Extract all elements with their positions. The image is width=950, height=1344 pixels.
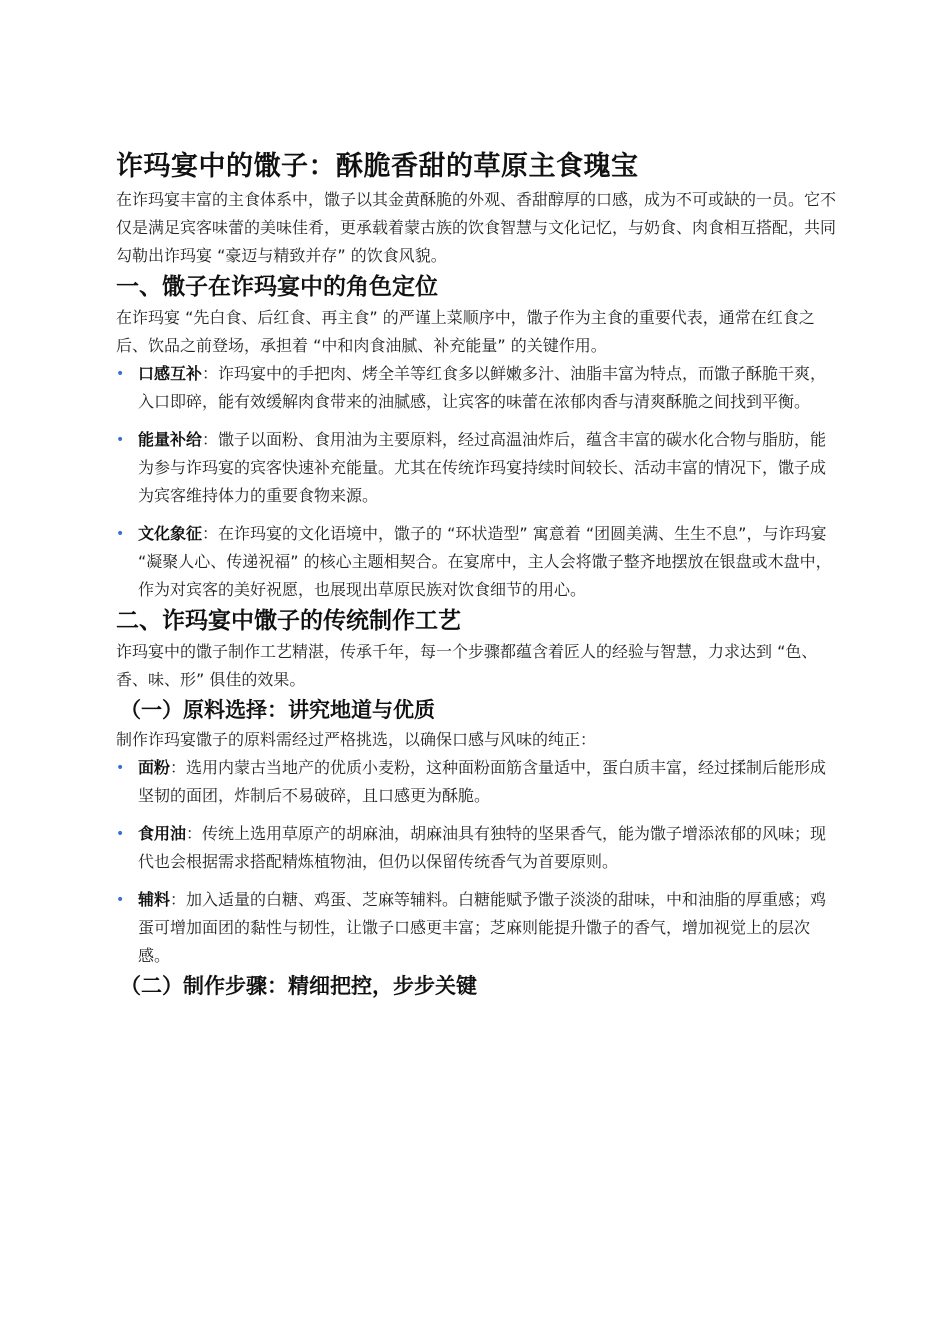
list-item [116,520,838,604]
list-item [116,820,838,876]
bullet-icon: • [116,826,125,842]
list-item-separator: ： [202,364,219,383]
list-item-term: 口感互补 [138,364,203,383]
list-item-term: 能量补给 [138,430,203,449]
list-item [116,886,838,970]
subsection-1-paragraph: 制作诈玛宴馓子的原料需经过严格挑选，以确保口感与风味的纯正： [116,730,597,749]
bullet-icon: • [116,760,125,776]
list-item-text: 在诈玛宴的文化语境中，馓子的 “环状造型” 寓意着 “团圆美满、生生不息”，与诈玛宴 “凝聚人心、传递祝福” 的核心主题相契合。在宴席中，主人会将馓子整齐地摆放在银盘或木盘中，作为对宾客的美好祝愿，也展现出草原民族对饮食细节的用心。 [138,524,832,599]
document-page [116,148,838,1002]
subsection-1-list [116,754,838,970]
list-item-separator: ： [202,430,219,449]
list-item-separator: ： [170,890,187,909]
list-item-term: 食用油 [138,824,187,843]
section-1-list [116,360,838,604]
list-item-separator: ： [186,824,203,843]
section-1-heading: 一、馓子在诈玛宴中的角色定位 [116,274,438,300]
bullet-icon: • [116,366,125,382]
list-item-separator: ： [170,758,187,777]
section-2-heading: 二、诈玛宴中馓子的传统制作工艺 [116,608,461,634]
bullet-icon: • [116,526,125,542]
subsection-1-heading: （一）原料选择：讲究地道与优质 [120,698,435,722]
list-item [116,754,838,810]
section-2-paragraph: 诈玛宴中的馓子制作工艺精湛，传承千年，每一个步骤都蕴含着匠人的经验与智慧，力求达到 “色、香、味、形” 俱佳的效果。 [116,642,818,689]
list-item-text: 选用内蒙古当地产的优质小麦粉，这种面粉面筋含量适中，蛋白质丰富，经过揉制后能形成坚韧的面团，炸制后不易破碎，且口感更为酥脆。 [138,758,827,805]
intro-paragraph: 在诈玛宴丰富的主食体系中，馓子以其金黄酥脆的外观、香甜醇厚的口感，成为不可或缺的一员。它不仅是满足宾客味蕾的美味佳肴，更承载着蒙古族的饮食智慧与文化记忆，与奶食、肉食相互搭配，共同勾勒出诈玛宴 “豪迈与精致并存” 的饮食风貌。 [116,190,837,265]
list-item [116,426,838,510]
section-1-paragraph: 在诈玛宴 “先白食、后红食、再主食” 的严谨上菜顺序中，馓子作为主食的重要代表，通常在红食之后、饮品之前登场，承担着 “中和肉食油腻、补充能量” 的关键作用。 [116,308,815,355]
list-item-text: 诈玛宴中的手把肉、烤全羊等红食多以鲜嫩多汁、油脂丰富为特点，而馓子酥脆干爽，入口即碎，能有效缓解肉食带来的油腻感，让宾客的味蕾在浓郁肉香与清爽酥脆之间找到平衡。 [138,364,827,411]
bullet-icon: • [116,892,125,908]
list-item-term: 文化象征 [138,524,203,543]
list-item-text: 传统上选用草原产的胡麻油，胡麻油具有独特的坚果香气，能为馓子增添浓郁的风味；现代也会根据需求搭配精炼植物油，但仍以保留传统香气为首要原则。 [138,824,827,871]
list-item-text: 加入适量的白糖、鸡蛋、芝麻等辅料。白糖能赋予馓子淡淡的甜味，中和油脂的厚重感；鸡蛋可增加面团的黏性与韧性，让馓子口感更丰富；芝麻则能提升馓子的香气，增加视觉上的层次感。 [138,890,827,965]
list-item-text: 馓子以面粉、食用油为主要原料，经过高温油炸后，蕴含丰富的碳水化合物与脂肪，能为参与诈玛宴的宾客快速补充能量。尤其在传统诈玛宴持续时间较长、活动丰富的情况下，馓子成为宾客维持体力的重要食物来源。 [138,430,827,505]
list-item-separator: ： [202,524,219,543]
subsection-2-heading: （二）制作步骤：精细把控，步步关键 [120,974,477,998]
page-title: 诈玛宴中的馓子：酥脆香甜的草原主食瑰宝 [116,151,639,182]
list-item-term: 辅料 [138,890,171,909]
list-item [116,360,838,416]
bullet-icon: • [116,432,125,448]
list-item-term: 面粉 [138,758,171,777]
